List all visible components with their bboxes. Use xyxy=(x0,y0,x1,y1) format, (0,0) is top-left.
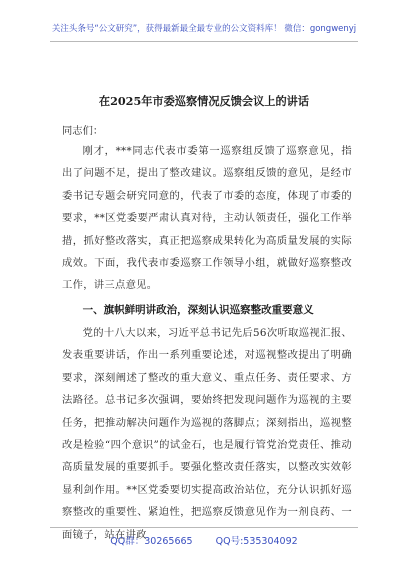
greeting: 同志们： xyxy=(62,125,104,137)
section-heading-1: 一、旗帜鲜明讲政治，深刻认识巡察整改重要意义 xyxy=(82,304,314,316)
header-divider xyxy=(50,41,358,42)
paragraph-2: 党的十八大以来，习近平总书记先后56次听取巡视汇报、发表重要讲话，作出一系列重要论述，对巡视整改提出了明确要求，深刻阐述了整改的重大意义、重点任务、责任要求、方法路径。总书记多次强调，要始终把发现问题作为巡视的主要任务，把推动解决问题作为巡视的落脚点；深刻指出，巡视整改是检验“四个意识”的试金石，也是履行管党治党责任、推动高质量发展的重要抓手。要强化整改责任落实，以整改实效彰显利剑作用。**区党委要切实提高政治站位，充分认识抓好巡察整改的重要性、紧迫性，把巡察反馈意见作为一剂良药、一面镜子，站在讲政 xyxy=(62,327,352,541)
qq-group-text: QQ群：30265665 xyxy=(110,536,193,547)
footer-divider xyxy=(50,527,358,528)
header-note: 关注头条号“公文研究”，获得最新最全最专业的公文资料库！ 微信：gongwenyj xyxy=(51,24,357,34)
qq-number-text: QQ号:535304092 xyxy=(215,536,298,547)
footer-note xyxy=(0,533,408,547)
document-title: 在2025年市委巡察情况反馈会议上的讲话 xyxy=(98,94,310,108)
paragraph-1: 刚才，***同志代表市委第一巡察组反馈了巡察意见，指出了问题不足，提出了整改建议。巡察组反馈的意见，是经市委书记专题会研究同意的，代表了市委的态度，体现了市委的要求，**区党委要严肃认真对待，主动认领责任，强化工作举措，抓好整改落实，真正把巡察成果转化为高质量发展的实际成效。下面，我代表市委巡察工作领导小组，就做好巡察整改工作，讲三点意见。 xyxy=(62,145,352,292)
